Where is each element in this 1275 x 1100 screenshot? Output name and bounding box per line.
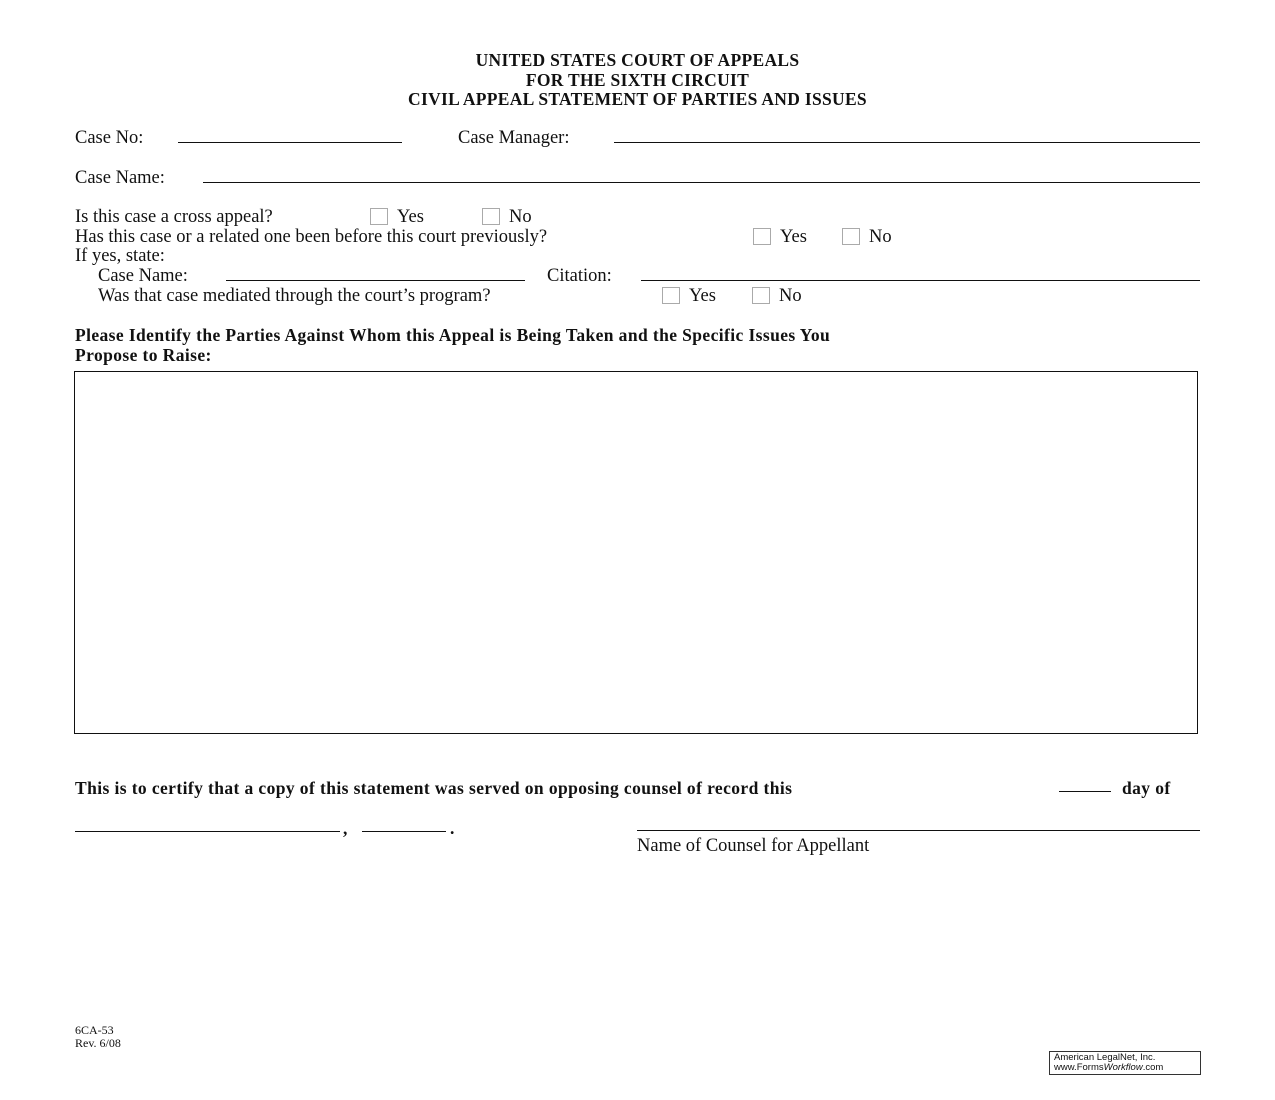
cross-appeal-yes-label: Yes: [397, 207, 424, 227]
period: .: [450, 818, 455, 838]
previously-no-label: No: [869, 227, 892, 247]
mediated-no-checkbox[interactable]: [752, 287, 770, 304]
case-no-label: Case No:: [75, 128, 144, 148]
form-number: 6CA-53: [75, 1023, 114, 1037]
cross-appeal-no-label: No: [509, 207, 532, 227]
cross-appeal-question: Is this case a cross appeal?: [75, 207, 273, 227]
title-line-3: CIVIL APPEAL STATEMENT OF PARTIES AND ISSUES: [408, 89, 867, 109]
logo-text-c: .com: [1142, 1062, 1164, 1073]
issues-text-area[interactable]: [74, 371, 1198, 734]
case-name-label: Case Name:: [75, 168, 165, 188]
if-yes-label: If yes, state:: [75, 246, 165, 266]
prior-case-name-label: Case Name:: [98, 266, 188, 286]
previously-question: Has this case or a related one been before this court previously?: [75, 227, 548, 247]
certify-text: This is to certify that a copy of this statement was served on opposing counsel of record this: [75, 778, 793, 798]
day-field[interactable]: [1059, 791, 1111, 792]
citation-label: Citation:: [547, 266, 612, 286]
previously-yes-checkbox[interactable]: [753, 228, 771, 245]
mediated-yes-label: Yes: [689, 286, 716, 306]
citation-field[interactable]: [641, 280, 1200, 281]
mediated-yes-checkbox[interactable]: [662, 287, 680, 304]
year-field[interactable]: [362, 831, 446, 832]
case-manager-field[interactable]: [614, 142, 1200, 143]
revision: Rev. 6/08: [75, 1036, 121, 1050]
cross-appeal-yes-checkbox[interactable]: [370, 208, 388, 225]
logo-line-1: American LegalNet, Inc.: [1054, 1052, 1156, 1063]
logo-line-2: [1054, 1063, 1200, 1073]
mediated-no-label: No: [779, 286, 802, 306]
issues-heading-line-2: Propose to Raise:: [75, 345, 212, 365]
cross-appeal-no-checkbox[interactable]: [482, 208, 500, 225]
case-name-field[interactable]: [203, 182, 1200, 183]
counsel-signature-field[interactable]: [637, 830, 1200, 831]
case-no-field[interactable]: [178, 142, 402, 143]
day-of-label: day of: [1122, 778, 1171, 798]
title-line-2: FOR THE SIXTH CIRCUIT: [525, 70, 750, 90]
american-legalnet-logo: [1049, 1051, 1201, 1075]
prior-case-name-field[interactable]: [226, 280, 525, 281]
case-manager-label: Case Manager:: [458, 128, 570, 148]
logo-text-b: Workflow: [1103, 1062, 1143, 1073]
counsel-signature-label: Name of Counsel for Appellant: [637, 836, 870, 856]
mediated-question: Was that case mediated through the court’s program?: [98, 286, 491, 306]
previously-yes-label: Yes: [780, 227, 807, 247]
issues-heading-line-1: Please Identify the Parties Against Whom this Appeal is Being Taken and the Specific Issues You: [75, 325, 831, 345]
logo-text-a: www.Forms: [1054, 1062, 1104, 1073]
previously-no-checkbox[interactable]: [842, 228, 860, 245]
title-line-1: UNITED STATES COURT OF APPEALS: [475, 50, 800, 70]
comma: ,: [343, 818, 348, 838]
month-field[interactable]: [75, 831, 340, 832]
